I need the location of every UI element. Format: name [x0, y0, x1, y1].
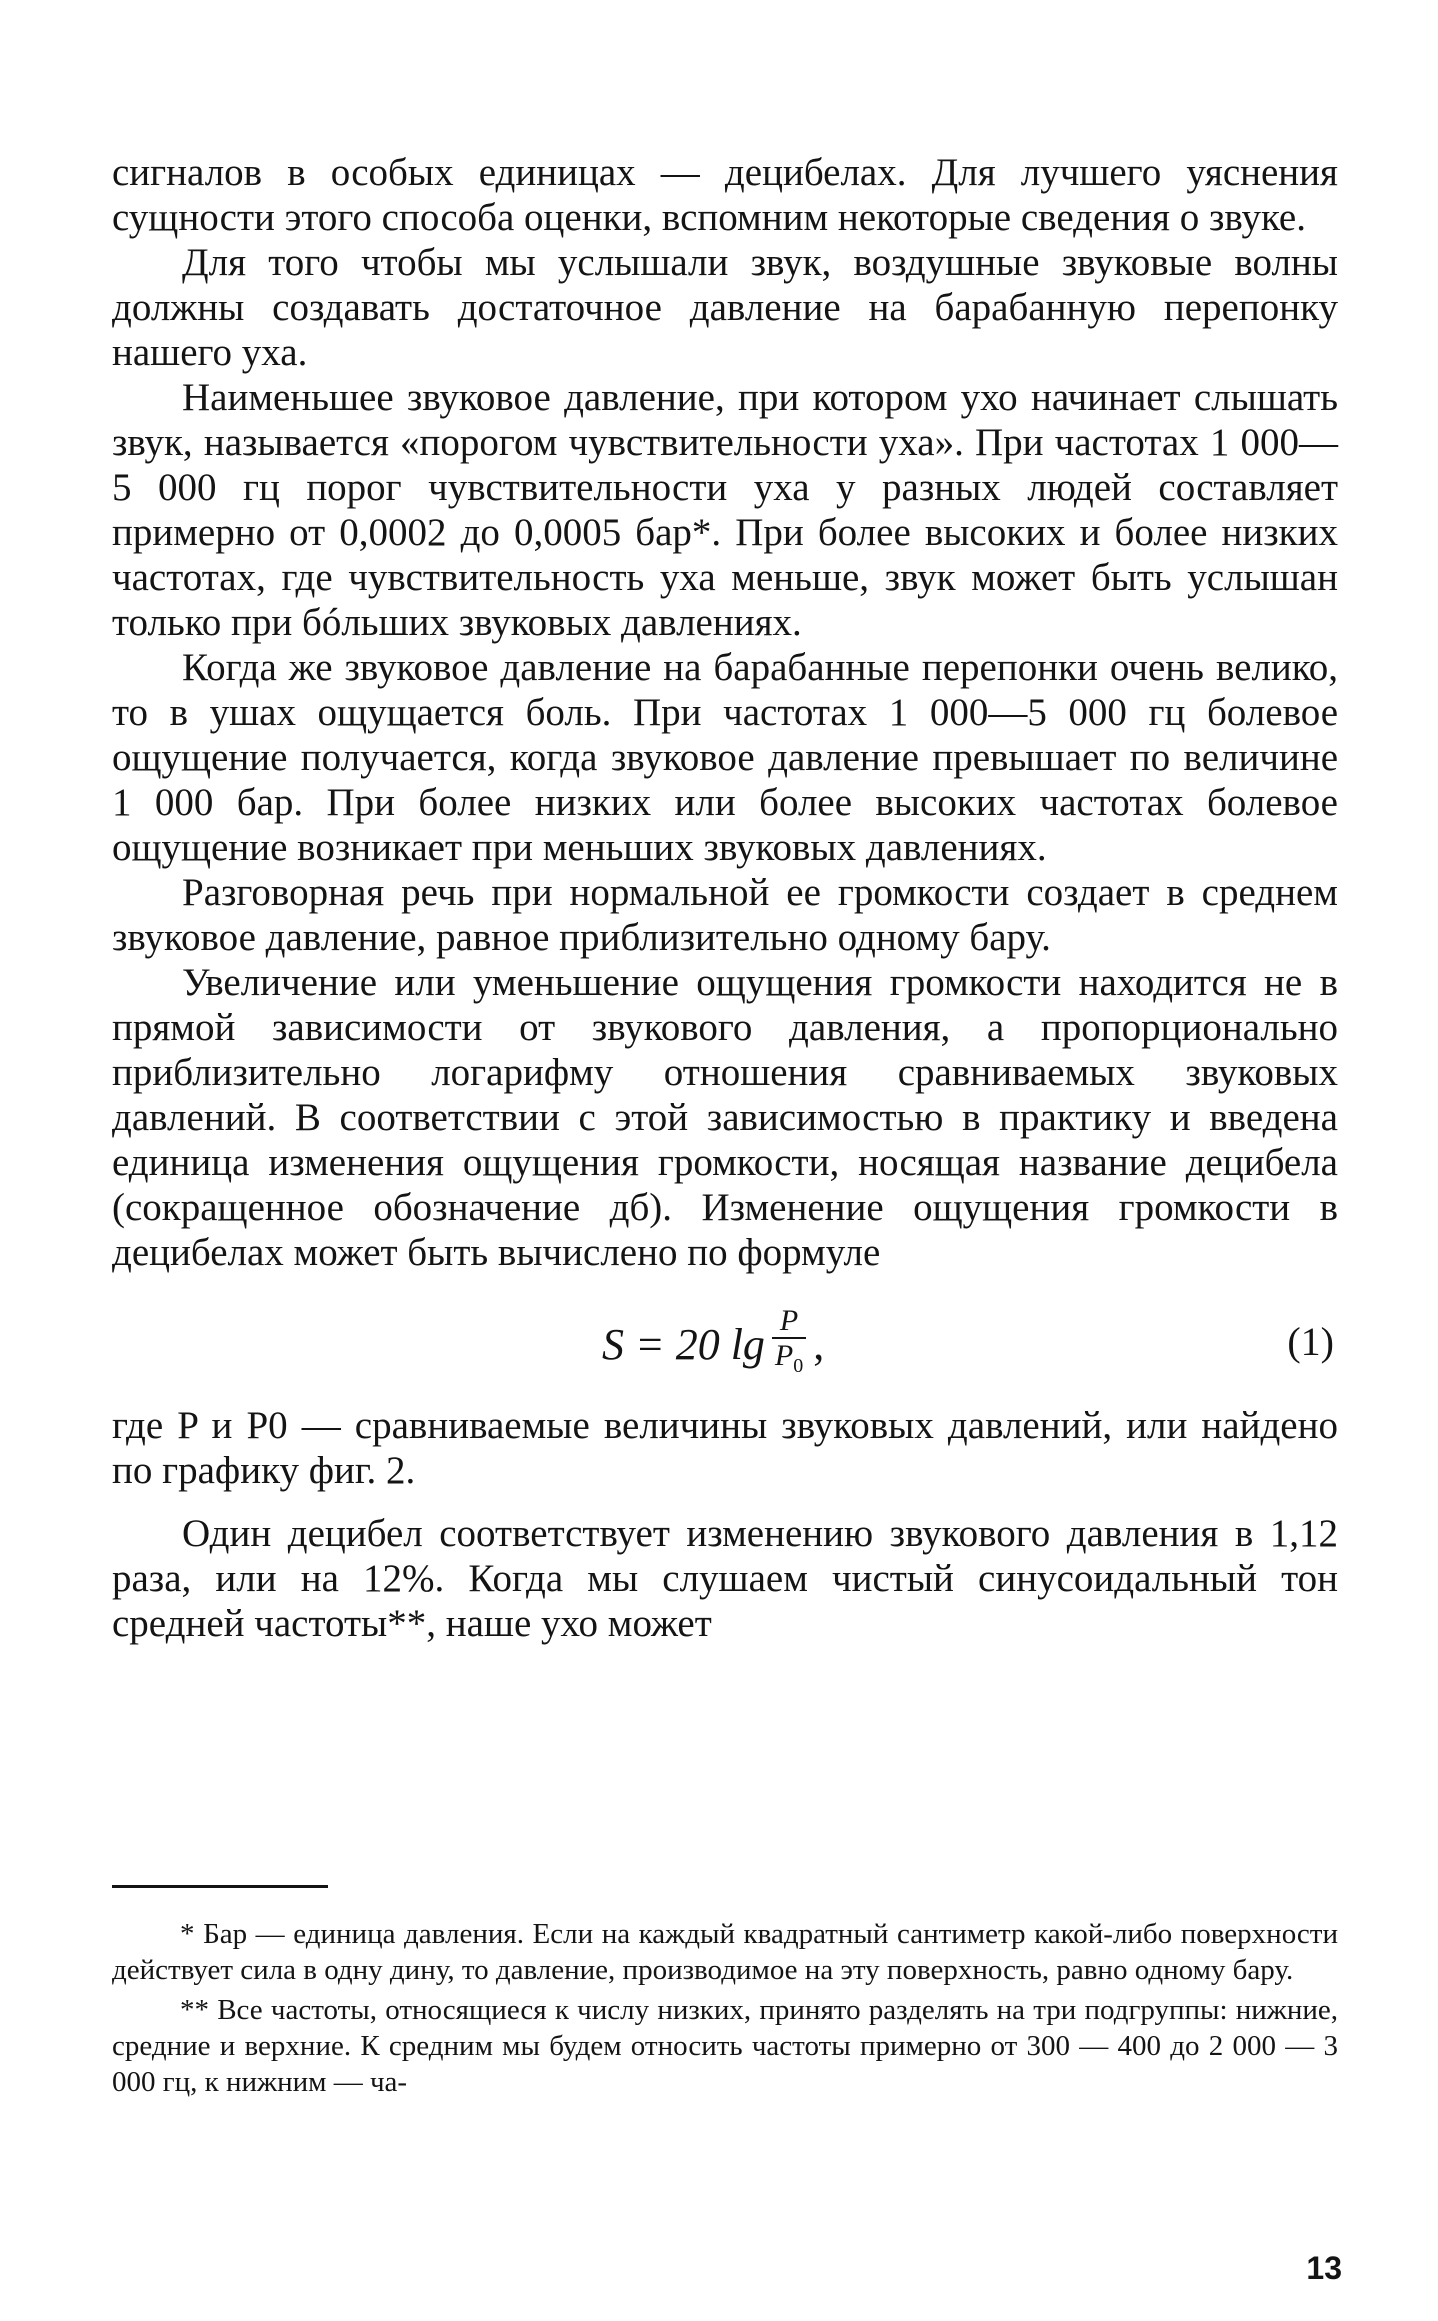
footnote-2: ** Все частоты, относящиеся к числу низких, принято разделять на три подгруппы: нижние, средние и верхние. К средним мы будем относить частоты примерно от 300 — 400 до 2 000 — 3 000 гц, к нижним — ча-	[112, 1994, 1338, 2098]
formula-numerator: P	[772, 1305, 806, 1339]
page-number: 13	[1306, 2250, 1342, 2286]
paragraph-5: Разговорная речь при нормальной ее громкости создает в среднем звуковое давление, равное приблизительно одному бару.	[112, 871, 1338, 959]
formula-fraction	[769, 1305, 809, 1383]
paragraph-4: Когда же звуковое давление на барабанные перепонки очень велико, то в ушах ощущается боль. При частотах 1 000—5 000 гц болевое ощущение получается, когда звуковое давление превышает по величине 1 000 бар. При более низких или более высоких частотах болевое ощущение возникает при меньших звуковых давлениях.	[112, 646, 1338, 869]
paragraph-7: где P и P0 — сравниваемые величины звуковых давлений, или найдено по графику фиг. 2.	[112, 1404, 1338, 1492]
paragraph-8: Один децибел соответствует изменению звукового давления в 1,12 раза, или на 12%. Когда мы слушаем чистый синусоидальный тон средней частоты**, наше ухо может	[112, 1512, 1338, 1645]
formula-denominator	[769, 1339, 809, 1383]
footnote-1: * Бар — единица давления. Если на каждый квадратный сантиметр какой-либо поверхности действует сила в одну дину, то давление, производимое на эту поверхность, равно одному бару.	[112, 1918, 1338, 1986]
paragraph-6: Увеличение или уменьшение ощущения громкости находится не в прямой зависимости от звукового давления, а пропорционально приблизительно логарифму отношения сравниваемых звуковых давлений. В соответствии с этой зависимостью в практику и введена единица изменения ощущения громкости, носящая название децибела (сокращенное обозначение дб). Изменение ощущения громкости в децибелах может быть вычислено по формуле	[112, 961, 1338, 1274]
formula-row	[112, 1283, 1338, 1391]
footnote-divider	[112, 1885, 328, 1888]
paragraph-1: сигналов в особых единицах — децибелах. Для лучшего уяснения сущности этого способа оценки, вспомним некоторые сведения о звуке.	[112, 151, 1338, 239]
decibel-formula	[602, 1305, 824, 1383]
equation-number: (1)	[1287, 1319, 1334, 1364]
paragraph-3: Наименьшее звуковое давление, при котором ухо начинает слышать звук, называется «порогом чувствительности уха». При частотах 1 000—5 000 гц порог чувствительности уха у разных людей составляет примерно от 0,0002 до 0,0005 бар*. При более высоких и более низких частотах, где чувствительность уха меньше, звук может быть услышан только при бóльших звуковых давлениях.	[112, 376, 1338, 644]
formula-trail: ,	[813, 1319, 825, 1369]
formula-denominator-base: P	[774, 1339, 794, 1372]
formula-lhs: S = 20 lg	[602, 1319, 765, 1369]
footnotes	[112, 1916, 1338, 2100]
paragraph-2: Для того чтобы мы услышали звук, воздушные звуковые волны должны создавать достаточное давление на барабанную перепонку нашего уха.	[112, 241, 1338, 374]
main-text	[112, 150, 1338, 1646]
formula-denominator-sub: 0	[793, 1355, 804, 1377]
